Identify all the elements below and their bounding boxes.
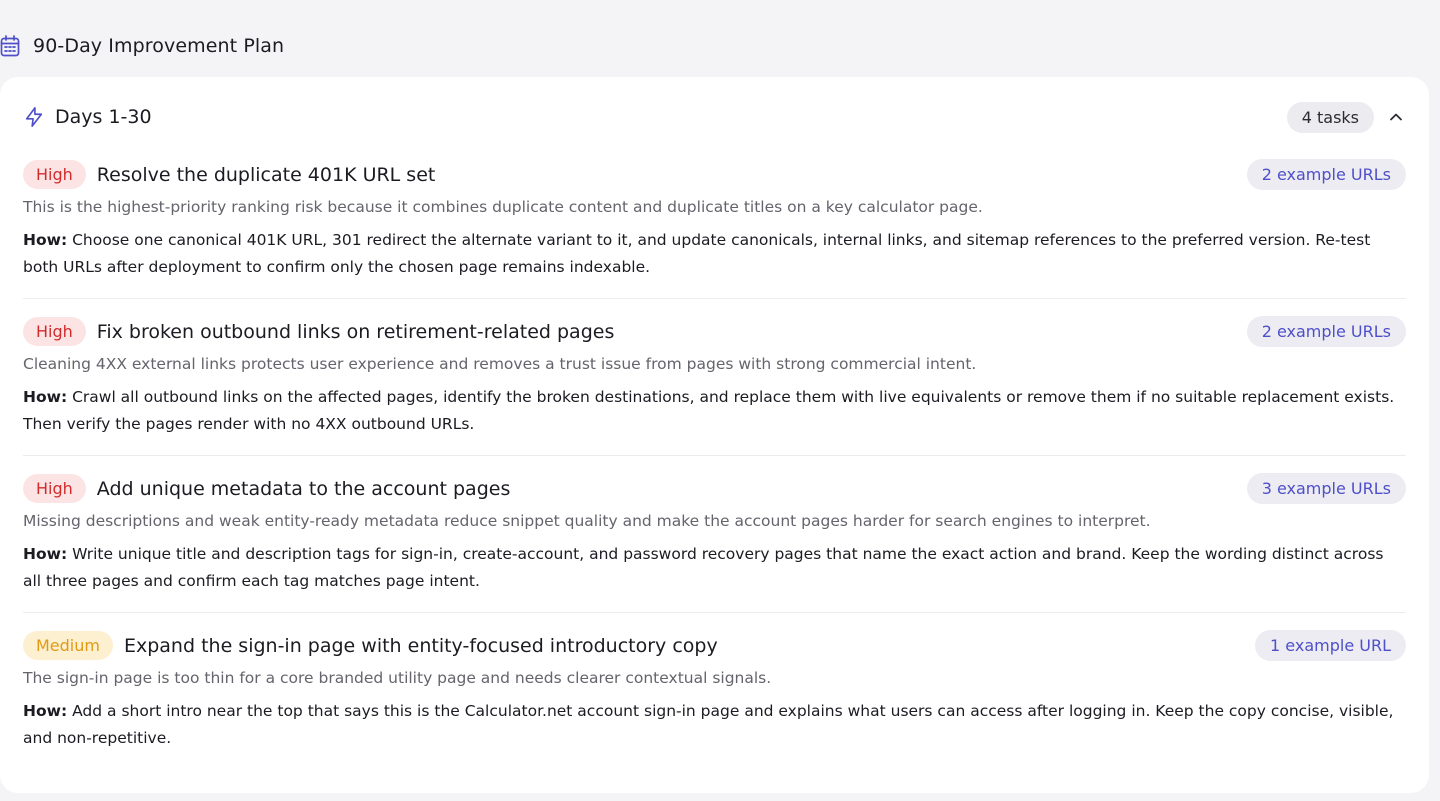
- example-urls-button[interactable]: 2 example URLs: [1247, 316, 1406, 347]
- how-text: Choose one canonical 401K URL, 301 redirect the alternate variant to it, and update canonicals, internal links, and sitemap references to the preferred version. Re-test both URLs after deployment to confirm only the chosen page remains indexable.: [23, 231, 1371, 276]
- how-text: Add a short intro near the top that says this is the Calculator.net account sign-in page and explains what users can access after logging in. Keep the copy concise, visible, and non-repetitive.: [23, 702, 1394, 747]
- phase-header[interactable]: [23, 101, 1406, 133]
- task-item: [23, 630, 1406, 752]
- how-label: How:: [23, 388, 68, 406]
- priority-badge: Medium: [23, 631, 113, 660]
- plan-section-header: [0, 32, 284, 60]
- priority-badge: High: [23, 317, 86, 346]
- section-title: 90-Day Improvement Plan: [33, 35, 285, 57]
- chevron-up-icon[interactable]: [1386, 107, 1406, 127]
- how-text: Write unique title and description tags for sign-in, create-account, and password recovery pages that name the exact action and brand. Keep the wording distinct across all three pages and confirm each tag matches page intent.: [23, 545, 1384, 590]
- divider: [23, 612, 1406, 613]
- task-item: [23, 159, 1406, 281]
- phase-title: Days 1-30: [55, 106, 152, 128]
- task-how: [23, 384, 1406, 438]
- task-description: Cleaning 4XX external links protects user experience and removes a trust issue from pages with strong commercial intent.: [23, 355, 977, 373]
- task-title: Resolve the duplicate 401K URL set: [96, 163, 436, 186]
- how-label: How:: [23, 231, 68, 249]
- bolt-icon: [23, 106, 45, 128]
- task-description: Missing descriptions and weak entity-ready metadata reduce snippet quality and make the account pages harder for search engines to interpret.: [23, 512, 1151, 530]
- task-description: The sign-in page is too thin for a core branded utility page and needs clearer contextual signals.: [23, 669, 772, 687]
- task-title: Add unique metadata to the account pages: [96, 477, 511, 500]
- example-urls-button[interactable]: 3 example URLs: [1247, 473, 1406, 504]
- task-item: [23, 316, 1406, 438]
- how-text: Crawl all outbound links on the affected pages, identify the broken destinations, and replace them with live equivalents or remove them if no suitable replacement exists. Then verify the pages render with no 4XX outbound URLs.: [23, 388, 1395, 433]
- task-description: This is the highest-priority ranking risk because it combines duplicate content and duplicate titles on a key calculator page.: [23, 198, 983, 216]
- divider: [23, 455, 1406, 456]
- example-urls-button[interactable]: 1 example URL: [1255, 630, 1406, 661]
- calendar-icon: [0, 35, 20, 57]
- task-how: [23, 698, 1406, 752]
- priority-badge: High: [23, 474, 86, 503]
- priority-badge: High: [23, 160, 86, 189]
- how-label: How:: [23, 545, 68, 563]
- task-title: Expand the sign-in page with entity-focused introductory copy: [123, 634, 718, 657]
- divider: [23, 298, 1406, 299]
- task-item: [23, 473, 1406, 595]
- task-how: [23, 541, 1406, 595]
- task-count-badge: 4 tasks: [1287, 102, 1374, 133]
- example-urls-button[interactable]: 2 example URLs: [1247, 159, 1406, 190]
- task-how: [23, 227, 1406, 281]
- how-label: How:: [23, 702, 68, 720]
- phase-card: [0, 77, 1429, 793]
- task-title: Fix broken outbound links on retirement-related pages: [96, 320, 615, 343]
